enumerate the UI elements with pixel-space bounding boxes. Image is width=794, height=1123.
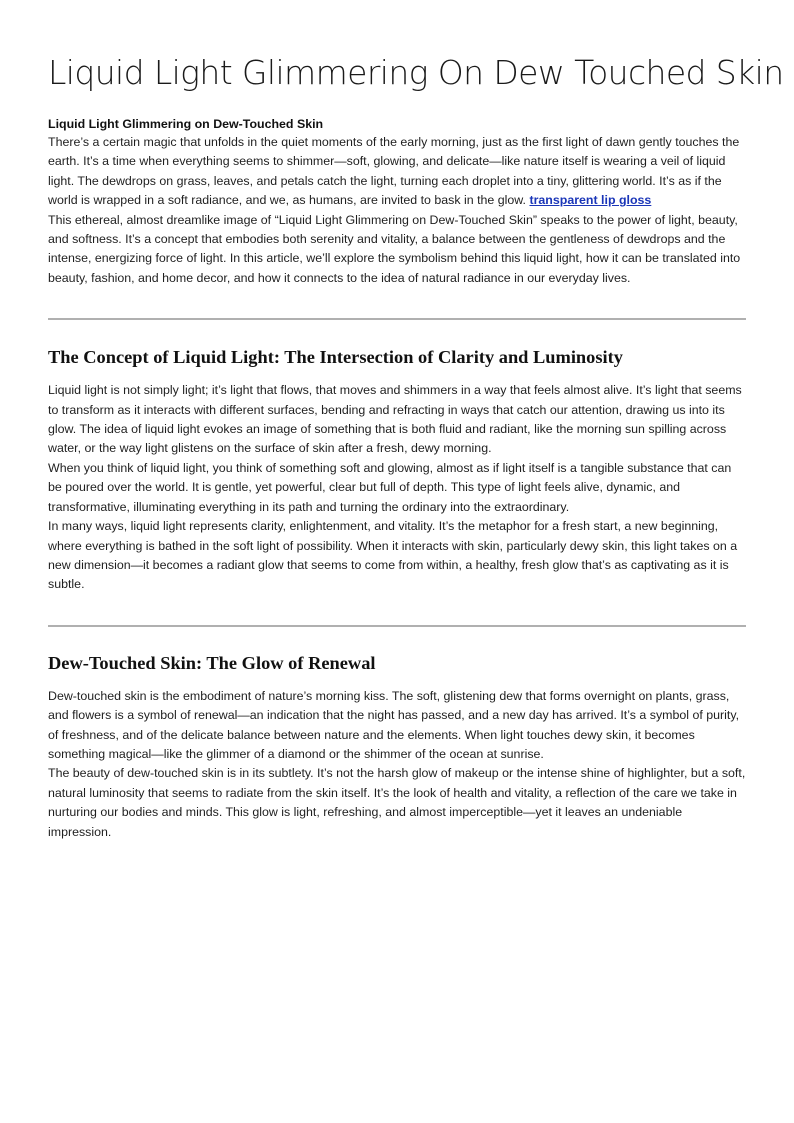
section-2-paragraph-2: The beauty of dew-touched skin is in its subtlety. It’s not the harsh glow of makeup or the intense shine of highlighter, but a soft, natural luminosity that seems to radiate from the skin itself. It’s the look of health and vitality, a reflection of the care we take in nurturing our bodies and minds. This glow is light, refreshing, and almost imperceptible—yet it leaves an undeniable impression. (48, 766, 746, 839)
section-divider-1 (48, 318, 746, 320)
section-2-heading: Dew-Touched Skin: The Glow of Renewal (48, 652, 376, 673)
document-title: Liquid Light Glimmering On Dew Touched Skin (48, 53, 784, 92)
section-1-paragraph-3: In many ways, liquid light represents clarity, enlightenment, and vitality. It’s the metaphor for a fresh start, a new beginning, where everything is bathed in the soft light of possibility. When it interacts with skin, particularly dewy skin, this light takes on a new dimension—it becomes a radiant glow that seems to come from within, a healthy, fresh glow that’s as captivating as it is subtle. (48, 519, 738, 592)
article-title: Liquid Light Glimmering on Dew-Touched Skin (48, 117, 324, 131)
section-divider-2 (48, 625, 746, 627)
section-1-paragraph-1: Liquid light is not simply light; it’s light that flows, that moves and shimmers in a way that feels almost alive. It’s light that seems to transform as it interacts with different surfaces, bending and refracting in ways that catch our attention, drawing us into its glow. The idea of liquid light evokes an image of something that is both fluid and radiant, like the morning sun spilling across water, or the way light glistens on the surface of skin after a fresh, dewy morning. (48, 383, 742, 456)
intro-paragraph-2: This ethereal, almost dreamlike image of “Liquid Light Glimmering on Dew-Touched Skin” speaks to the power of light, beauty, and softness. It’s a concept that embodies both serenity and vitality, a balance between the gentleness of dewdrops and the intense, energizing force of light. In this article, we’ll explore the symbolism behind this liquid light, how it can be translated into beauty, fashion, and home decor, and how it connects to the idea of natural radiance in our everyday lives. (48, 212, 741, 285)
intro-paragraph-1 (48, 133, 746, 211)
section-1-heading: The Concept of Liquid Light: The Intersection of Clarity and Luminosity (48, 347, 623, 368)
document-page (48, 0, 784, 842)
section-2-paragraph-1: Dew-touched skin is the embodiment of nature’s morning kiss. The soft, glistening dew that forms overnight on plants, grass, and flowers is a symbol of renewal—an indication that the night has passed, and a new day has arrived. It’s a symbol of purity, of freshness, and of the delicate balance between nature and the elements. When light touches dewy skin, it becomes something magical—like the glimmer of a diamond or the shimmer of the ocean at sunrise. (48, 688, 740, 761)
transparent-lip-gloss-link[interactable]: transparent lip gloss (529, 193, 652, 208)
intro-paragraph-1-text: There’s a certain magic that unfolds in the quiet moments of the early morning, just as the first light of dawn gently touches the earth. It’s a time when everything seems to shimmer—soft, glowing, and delicate—like nature itself is wearing a veil of liquid light. The dewdrops on grass, leaves, and petals catch the light, turning each droplet into a tiny, glittering world. It’s as if the world is wrapped in a soft radiance, and we, as humans, are invited to bask in the glow. (48, 135, 740, 208)
section-1-paragraph-2: When you think of liquid light, you think of something soft and glowing, almost as if light itself is a tangible substance that can be poured over the world. It is gentle, yet powerful, clear but full of depth. This type of light feels alive, dynamic, and transformative, illuminating everything in its path and turning the ordinary into the extraordinary. (48, 460, 732, 514)
